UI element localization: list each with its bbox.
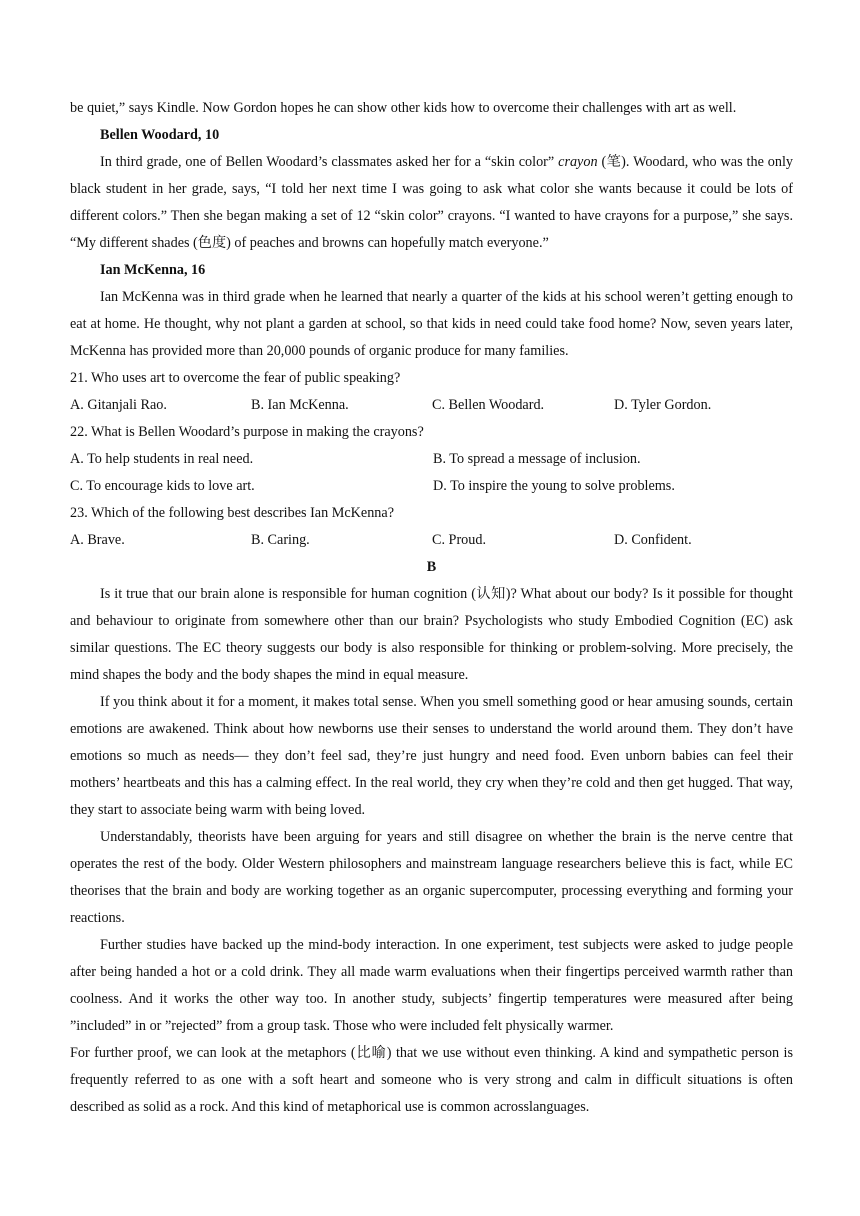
section-b-paragraph-5: For further proof, we can look at the metaphors (比喻) that we use without even thinking. A kind and sympathetic person is frequently referred to as one with a soft heart and someone who is very strong and calm in difficult situations is often described as solid as a rock. And this kind of metaphorical use is common acrosslanguages. [70,1045,793,1115]
section-b-label: B [426,559,437,575]
option-c: C. Proud. [432,532,486,548]
option-b: B. Caring. [251,532,310,548]
heading-ian-mckenna: Ian McKenna, 16 [100,262,206,278]
question-23-options [70,527,793,554]
bellen-text-2: (笔). Woodard, who was the only black student in her grade, says, “I told her next time I was going to ask what color she wants because it could be lots of different colors.” Then she began making a set of 12 “skin color” crayons. “I wanted to have crayons for a purpose,” she says. “My different shades (色度) of peaches and browns can hopefully match everyone.” [70,154,794,251]
option-b: B. Ian McKenna. [251,397,349,413]
question-21-options [70,392,793,419]
question-23: 23. Which of the following best describes Ian McKenna? [70,505,394,521]
option-d: D. Confident. [614,532,692,548]
option-a: A. To help students in real need. [70,451,254,467]
question-21: 21. Who uses art to overcome the fear of public speaking? [70,370,401,386]
option-a: A. Gitanjali Rao. [70,397,167,413]
question-22: 22. What is Bellen Woodard’s purpose in making the crayons? [70,424,424,440]
section-b-paragraph-1: Is it true that our brain alone is responsible for human cognition (认知)? What about our body? Is it possible for thought and behaviour to originate from somewhere other than our brain? Psychologists who study Embodied Cognition (EC) ask similar questions. The EC theory suggests our body is also responsible for thinking or problem-solving. More precisely, the mind shapes the body and the body shapes the mind in equal measure. [70,586,793,683]
section-b-paragraph-2: If you think about it for a moment, it makes total sense. When you smell something good or hear amusing sounds, certain emotions are awakened. Think about how newborns use their senses to understand the world around them. They don’t have emotions so much as needs— they don’t feel sad, they’re just hungry and need food. Even unborn babies can feel their mothers’ heartbeats and this has a calming effect. In the real world, they cry when they’re cold and then get hugged. That way, they start to associate being warm with being loved. [70,694,793,818]
heading-bellen-woodard: Bellen Woodard, 10 [100,127,220,143]
continued-line: be quiet,” says Kindle. Now Gordon hopes he can show other kids how to overcome their challenges with art as well. [70,100,737,116]
paragraph-ian: Ian McKenna was in third grade when he learned that nearly a quarter of the kids at his school weren’t getting enough to eat at home. He thought, why not plant a garden at school, so that kids in need could take food home? Now, seven years later, McKenna has provided more than 20,000 pounds of organic produce for many families. [70,289,793,359]
option-c: C. Bellen Woodard. [432,397,545,413]
option-c: C. To encourage kids to love art. [70,478,255,494]
option-d: D. Tyler Gordon. [614,397,712,413]
question-22-options [70,446,793,500]
section-b-paragraph-3: Understandably, theorists have been arguing for years and still disagree on whether the brain is the nerve centre that operates the rest of the body. Older Western philosophers and mainstream language researchers believe this is fact, while EC theorises that the brain and body are working together as an organic supercomputer, processing everything and forming your reactions. [70,829,793,926]
option-d: D. To inspire the young to solve problems. [433,478,675,494]
document-page [70,95,793,1121]
crayon-word: crayon [558,154,598,170]
option-a: A. Brave. [70,532,125,548]
bellen-text-1: In third grade, one of Bellen Woodard’s classmates asked her for a “skin color” [100,154,555,170]
section-b-paragraph-4: Further studies have backed up the mind-body interaction. In one experiment, test subjects were asked to judge people after being handed a hot or a cold drink. They all made warm evaluations when their fingertips perceived warmth rather than coolness. And it works the other way too. In another study, subjects’ fingertip temperatures were measured after being ”included” in or ”rejected” from a group task. Those who were included felt physically warmer. [70,937,793,1034]
paragraph-bellen [70,149,793,257]
option-b: B. To spread a message of inclusion. [433,451,641,467]
